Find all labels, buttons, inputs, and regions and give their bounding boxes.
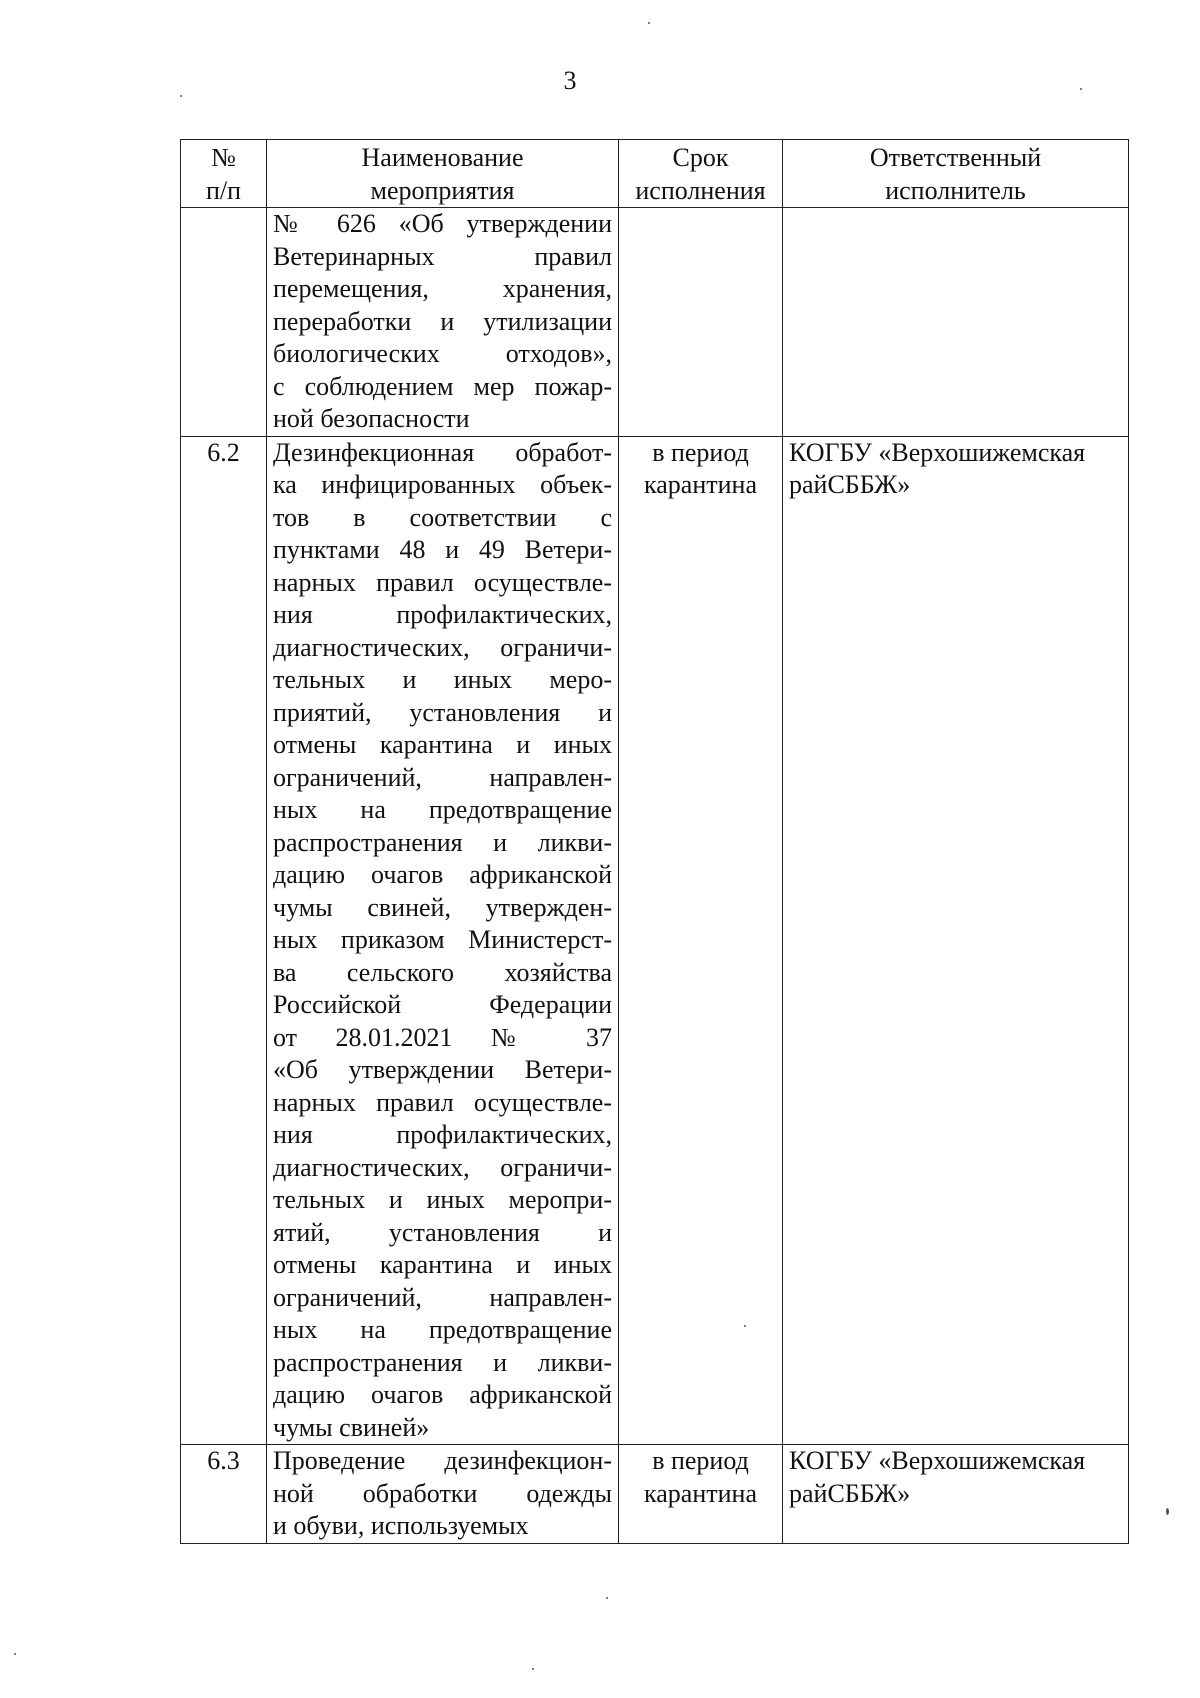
row-number [181, 208, 267, 437]
header-exec-line: Ответственный [869, 143, 1042, 172]
measure-name-line: ной безопасности [273, 404, 470, 433]
deadline [619, 436, 783, 1445]
header-name-line: мероприятия [370, 175, 515, 205]
measure-name-line: нарных правил осуществле- [273, 567, 612, 597]
deadline-line: карантина [644, 1478, 757, 1508]
header-name [267, 140, 619, 208]
measure-name-line: приятий, установления и [273, 697, 612, 727]
measure-name-line: отмены карантина и иных [273, 1250, 612, 1279]
measure-name [267, 208, 619, 437]
measure-name [267, 436, 619, 1445]
header-row [181, 140, 1129, 208]
row-number: 6.2 [181, 436, 267, 1445]
measure-name-line: ных на предотвращение [273, 1315, 612, 1344]
deadline [619, 1445, 783, 1544]
measure-name-line: и обуви, используемых [273, 1511, 529, 1540]
measure-name-line: № 626 «Об утверждении [273, 209, 612, 238]
measure-name-line: Ветеринарных правил [273, 241, 612, 271]
responsible-executor [783, 208, 1129, 437]
scan-speck [14, 1653, 16, 1655]
measure-name-line: ных на предотвращение [273, 795, 612, 824]
scan-speck [1166, 1508, 1169, 1515]
measure-name-line: ограничений, направлен- [273, 1282, 612, 1312]
scan-speck [648, 22, 650, 24]
header-term-line: Срок [672, 143, 729, 172]
table-row [181, 436, 1129, 1445]
measure-name-line: ной обработки одежды [273, 1478, 612, 1508]
page-number: 3 [563, 66, 577, 95]
row-number: 6.3 [181, 1445, 267, 1544]
responsible-executor-line: КОГБУ «Верхошижемская [789, 437, 1086, 467]
header-exec-line: исполнитель [885, 175, 1026, 205]
measure-name-line: диагностических, ограничи- [273, 1152, 612, 1182]
deadline [619, 208, 783, 437]
responsible-executor [783, 436, 1129, 1445]
measure-name-line: ограничений, направлен- [273, 762, 612, 792]
measure-name-line: отмены карантина и иных [273, 730, 612, 759]
table-header [181, 140, 1129, 208]
scan-speck [180, 95, 182, 97]
measure-name-line: ятий, установления и [273, 1217, 612, 1247]
measure-name-line: распространения и ликви- [273, 1347, 612, 1377]
measure-name-line: ния профилактических, [273, 1120, 612, 1149]
deadline-line: карантина [644, 470, 757, 499]
header-num [181, 140, 267, 208]
measure-name-line: Российской Федерации [273, 990, 612, 1019]
table-row [181, 208, 1129, 437]
measure-name-line: ка инфицированных объек- [273, 470, 612, 499]
header-num-line: п/п [205, 175, 242, 205]
measure-name-line: с соблюдением мер пожар- [273, 371, 612, 401]
measure-name-line: пунктами 48 и 49 Ветери- [273, 535, 612, 564]
measure-name-line: ных приказом Министерст- [273, 925, 612, 954]
measure-name-line: дацию очагов африканской [273, 860, 612, 889]
measure-name-line: диагностических, ограничи- [273, 632, 612, 662]
measure-name-line: переработки и утилизации [273, 306, 612, 336]
measure-name-line: «Об утверждении Ветери- [273, 1055, 612, 1084]
deadline-line: в период [652, 1446, 749, 1475]
table-row [181, 1445, 1129, 1544]
measure-name-line: ния профилактических, [273, 600, 612, 629]
measure-name-line: ва сельского хозяйства [273, 957, 612, 987]
header-num-line: № [211, 143, 236, 172]
scan-speck [1080, 88, 1082, 90]
measure-name-line: чумы свиней, утвержден- [273, 892, 612, 922]
measure-name-line: распространения и ликви- [273, 827, 612, 857]
responsible-executor [783, 1445, 1129, 1544]
measure-name-line: нарных правил осуществле- [273, 1087, 612, 1117]
header-exec [783, 140, 1129, 208]
header-term [619, 140, 783, 208]
measures-table [180, 139, 1129, 1544]
measure-name-line: тельных и иных меро- [273, 665, 612, 694]
responsible-executor-line: райСББЖ» [789, 1478, 911, 1508]
measure-name-line: от 28.01.2021 № 37 [273, 1022, 612, 1052]
measure-name [267, 1445, 619, 1544]
table-body [181, 208, 1129, 1544]
header-name-line: Наименование [361, 143, 524, 172]
measure-name-line: Проведение дезинфекцион- [273, 1446, 612, 1475]
measure-name-line: Дезинфекционная обработ- [273, 437, 612, 467]
header-term-line: исполнения [635, 175, 766, 205]
measure-name-line: перемещения, хранения, [273, 274, 612, 303]
measure-name-line: тельных и иных меропри- [273, 1185, 612, 1214]
responsible-executor-line: райСББЖ» [789, 470, 911, 499]
measure-name-line: чумы свиней» [273, 1412, 430, 1442]
measure-name-line: биологических отходов», [273, 339, 612, 368]
scan-speck [606, 1597, 608, 1599]
scan-speck [532, 1668, 534, 1670]
measure-name-line: тов в соответствии с [273, 502, 612, 532]
deadline-line: в период [652, 437, 749, 467]
responsible-executor-line: КОГБУ «Верхошижемская [789, 1446, 1086, 1475]
scan-speck [744, 1325, 746, 1327]
measure-name-line: дацию очагов африканской [273, 1380, 612, 1409]
